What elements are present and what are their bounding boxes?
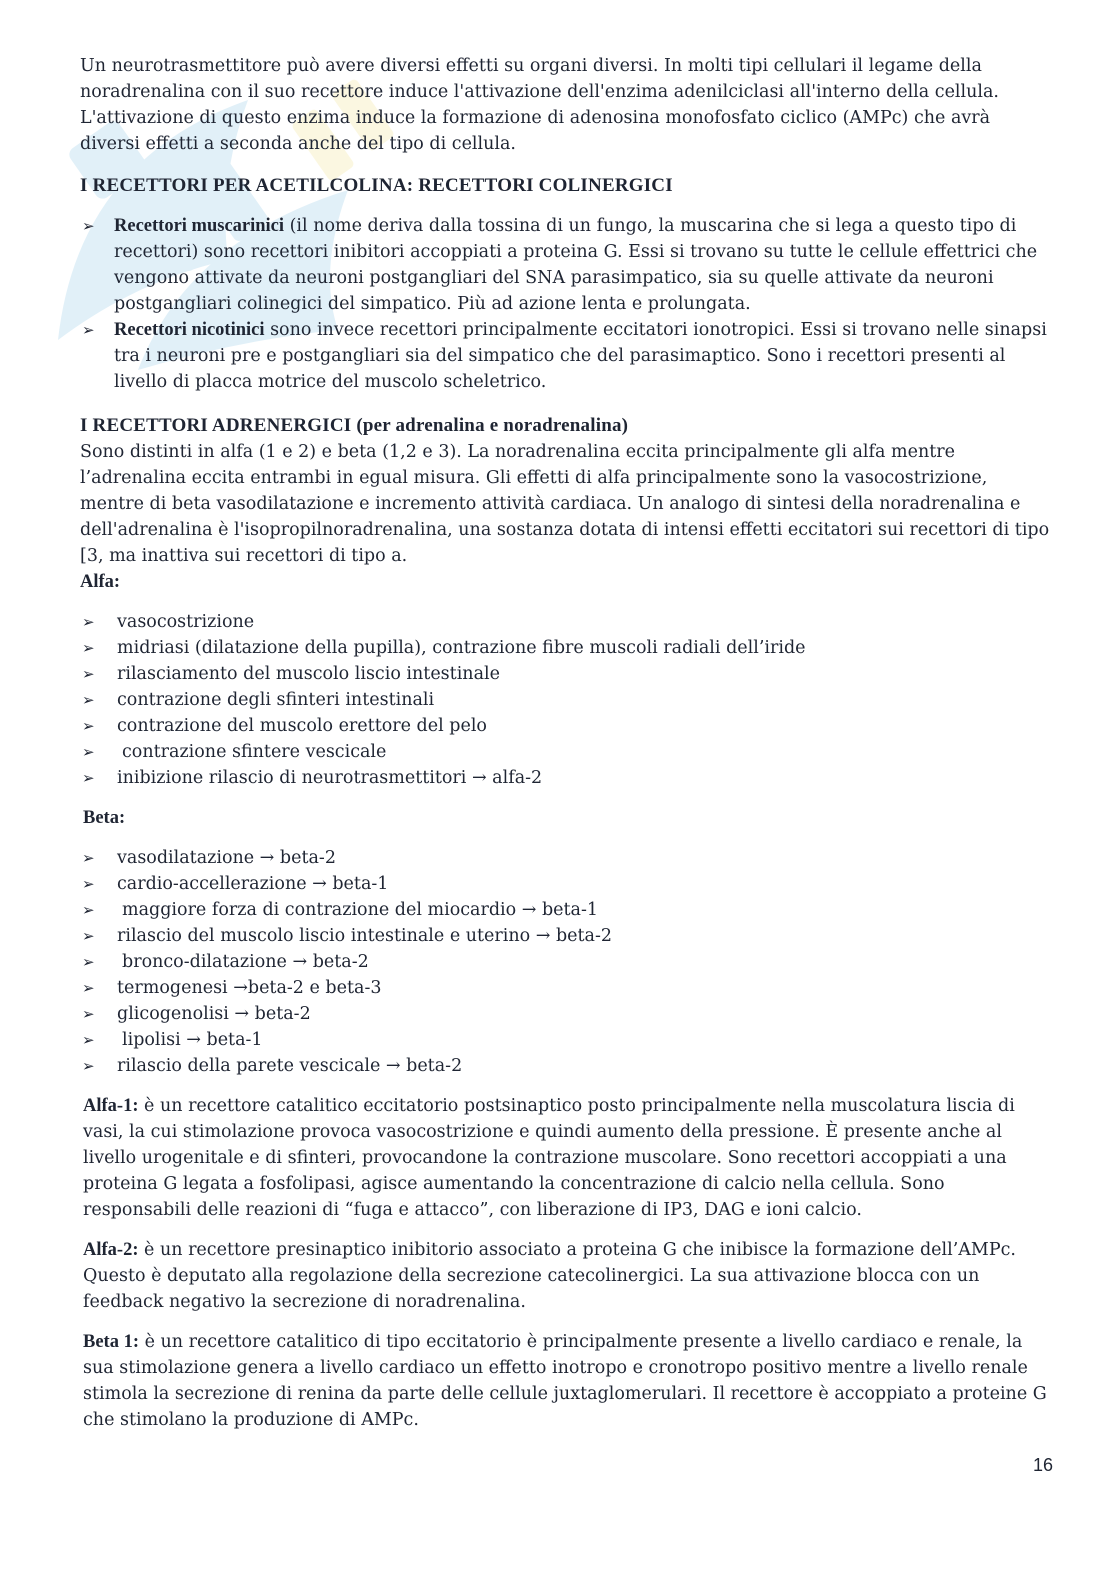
arrowhead-bullet-icon: ➢ [82, 849, 95, 867]
arrowhead-bullet-icon: ➢ [82, 743, 95, 761]
list-item: ➢ inibizione rilascio di neurotrasmettitori → alfa-2 [80, 765, 1055, 791]
page-number: 16 [1033, 1455, 1054, 1475]
list-item-term: Recettori muscarinici [114, 216, 285, 236]
list-item-text: sono invece recettori principalmente eccitatori ionotropici. Essi si trovano nelle sinapsi tra i neuroni pre e postgangliari sia del simpatico che del parasimaptico. Sono i recettori presenti al livello di placca motrice del muscolo scheletrico. [114, 320, 1047, 392]
arrowhead-bullet-icon: ➢ [82, 217, 95, 235]
list-item: ➢ maggiore forza di contrazione del miocardio → beta-1 [80, 897, 1055, 923]
alfa1-paragraph: Alfa-1: è un recettore catalitico eccitatorio postsinaptico posto principalmente nella muscolatura liscia di vasi, la cui stimolazione provoca vasocostrizione e quindi aumento della pressione. È presente anche al livello urogenitale e di sfinteri, provocandone la contrazione muscolare. Sono recettori accoppiati a una proteina G legata a fosfolipasi, agisce aumentando la concentrazione di calcio nella cellula. Sono responsabili delle reazioni di “fuga e attacco”, con liberazione di IP3, DAG e ioni calcio. [83, 1096, 1015, 1220]
list-item: ➢ contrazione sfintere vescicale [80, 739, 1055, 765]
list-item: ➢ lipolisi → beta-1 [80, 1027, 1055, 1053]
colinergici-heading: I RECETTORI PER ACETILCOLINA: RECETTORI COLINERGICI [80, 175, 673, 196]
list-item: ➢ termogenesi →beta-2 e beta-3 [80, 975, 1055, 1001]
arrowhead-bullet-icon: ➢ [82, 321, 95, 339]
list-item-term: Recettori nicotinici [114, 320, 265, 340]
arrowhead-bullet-icon: ➢ [82, 639, 95, 657]
arrowhead-bullet-icon: ➢ [82, 1005, 95, 1023]
alfa-list [80, 609, 1055, 791]
list-item: ➢ bronco-dilatazione → beta-2 [80, 949, 1055, 975]
arrowhead-bullet-icon: ➢ [82, 901, 95, 919]
list-item [80, 213, 1055, 317]
list-item: ➢ glicogenolisi → beta-2 [80, 1001, 1055, 1027]
list-item: ➢ rilascio della parete vescicale → beta-2 [80, 1053, 1055, 1079]
beta1-term: Beta 1: [83, 1332, 139, 1352]
intro-paragraph: Un neurotrasmettitore può avere diversi effetti su organi diversi. In molti tipi cellulari il legame della noradrenalina con il suo recettore induce l'attivazione dell'enzima adenilciclasi all'interno della cellula. L'attivazione di questo enzima induce la formazione di adenosina monofosfato ciclico (AMPc) che avrà diversi effetti a seconda anche del tipo di cellula. [80, 56, 999, 154]
arrowhead-bullet-icon: ➢ [82, 613, 95, 631]
arrowhead-bullet-icon: ➢ [82, 979, 95, 997]
list-item: ➢ contrazione del muscolo erettore del pelo [80, 713, 1055, 739]
arrowhead-bullet-icon: ➢ [82, 1057, 95, 1075]
adrenergici-paragraph: Sono distinti in alfa (1 e 2) e beta (1,2 e 3). La noradrenalina eccita principalmente gli alfa mentre l’adrenalina eccita entrambi in egual misura. Gli effetti di alfa principalmente sono la vasocostrizione, mentre di beta vasodilatazione e incremento attività cardiaca. Un analogo di sintesi della noradrenalina e dell'adrenalina è l'isopropilnoradrenalina, una sostanza dotata di intensi effetti eccitatori sui recettori di tipo [3, ma inattiva sui recettori di tipo a. [80, 442, 1050, 566]
alfa-label: Alfa: [80, 572, 121, 592]
alfa1-term: Alfa-1: [83, 1096, 139, 1116]
document-page [80, 53, 1055, 1433]
list-item: ➢ rilascio del muscolo liscio intestinale e uterino → beta-2 [80, 923, 1055, 949]
colinergici-list [80, 213, 1055, 395]
alfa2-paragraph: Alfa-2: è un recettore presinaptico inibitorio associato a proteina G che inibisce la formazione dell’AMPc. Questo è deputato alla regolazione della secrezione catecolinergici. La sua attivazione blocca con un feedback negativo la secrezione di noradrenalina. [83, 1240, 1016, 1312]
list-item-text: (il nome deriva dalla tossina di un fungo, la muscarina che si lega a questo tipo di recettori) sono recettori inibitori accoppiati a proteina G. Essi si trovano su tutte le cellule effettrici che vengono attivate da neuroni postgangliari del SNA parasimpatico, sia su quelle attivate da neuroni postgangliari colinegici del simpatico. Più ad azione lenta e prolungata. [114, 216, 1038, 314]
list-item: ➢ cardio-accellerazione → beta-1 [80, 871, 1055, 897]
arrowhead-bullet-icon: ➢ [82, 769, 95, 787]
beta-list [80, 845, 1055, 1079]
arrowhead-bullet-icon: ➢ [82, 875, 95, 893]
list-item: ➢ midriasi (dilatazione della pupilla), contrazione fibre muscoli radiali dell’iride [80, 635, 1055, 661]
arrowhead-bullet-icon: ➢ [82, 927, 95, 945]
list-item: ➢ vasocostrizione [80, 609, 1055, 635]
adrenergici-heading: I RECETTORI ADRENERGICI (per adrenalina e noradrenalina) [80, 415, 629, 436]
arrowhead-bullet-icon: ➢ [82, 691, 95, 709]
arrowhead-bullet-icon: ➢ [82, 717, 95, 735]
list-item: ➢ rilasciamento del muscolo liscio intestinale [80, 661, 1055, 687]
list-item [80, 317, 1055, 395]
beta-label: Beta: [83, 808, 126, 828]
list-item: ➢ contrazione degli sfinteri intestinali [80, 687, 1055, 713]
arrowhead-bullet-icon: ➢ [82, 953, 95, 971]
arrowhead-bullet-icon: ➢ [82, 1031, 95, 1049]
arrowhead-bullet-icon: ➢ [82, 665, 95, 683]
alfa2-term: Alfa-2: [83, 1240, 139, 1260]
beta1-paragraph: Beta 1: è un recettore catalitico di tipo eccitatorio è principalmente presente a livello cardiaco e renale, la sua stimolazione genera a livello cardiaco un effetto inotropo e cronotropo positivo mentre a livello renale stimola la secrezione di renina da parte delle cellule juxtaglomerulari. Il recettore è accoppiato a proteine G che stimolano la produzione di AMPc. [83, 1332, 1047, 1430]
list-item: ➢ vasodilatazione → beta-2 [80, 845, 1055, 871]
